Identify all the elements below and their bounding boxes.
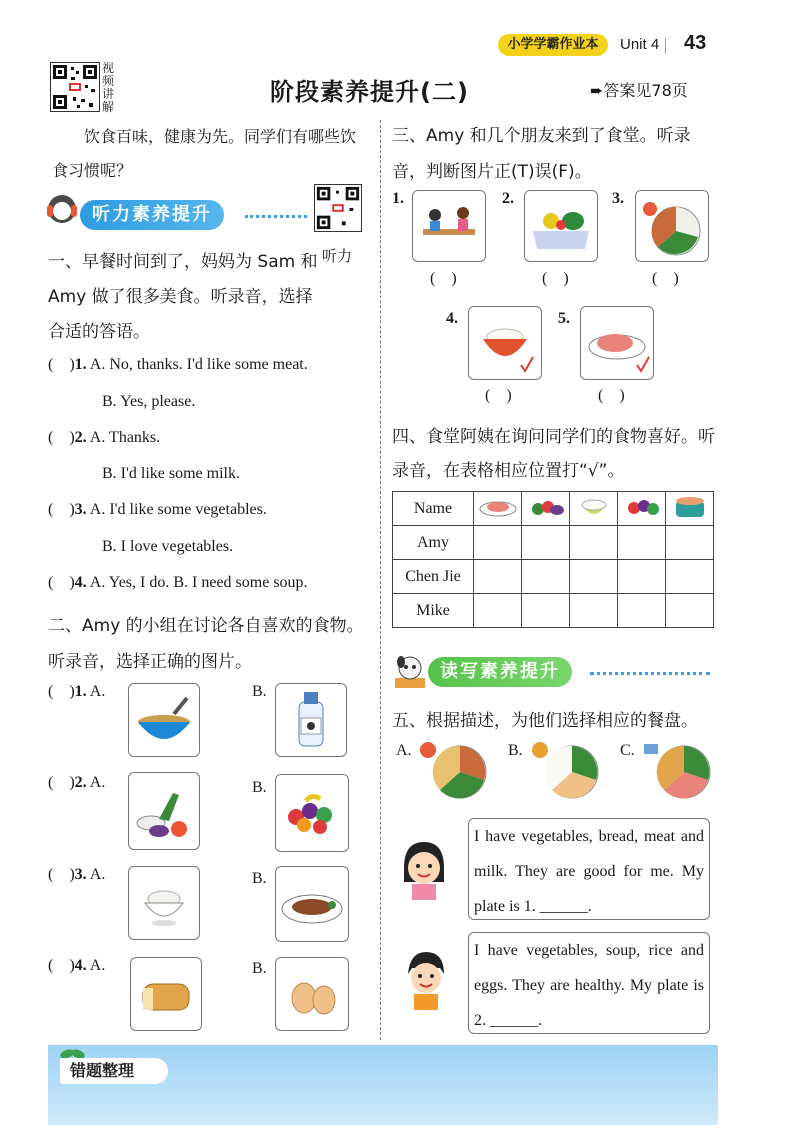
- plate-option-b-icon[interactable]: [528, 740, 606, 800]
- meal-plate-icon[interactable]: [635, 190, 709, 262]
- answer-blank[interactable]: ( ): [430, 270, 457, 287]
- milk-bottle-icon[interactable]: [275, 683, 347, 757]
- rice-bowl-icon[interactable]: [128, 866, 200, 940]
- headphones-icon: [48, 195, 68, 225]
- check-cell[interactable]: [666, 526, 714, 560]
- part2-item-2: ( )2. A.: [48, 774, 106, 791]
- part1-item-3-b: B. I love vegetables.: [102, 538, 234, 555]
- part2-item-3-b: B.: [252, 870, 267, 887]
- part5-instruction: 五、根据描述，为他们选择相应的餐盘。: [392, 711, 698, 731]
- part2-item-1-b: B.: [252, 683, 267, 700]
- listening-qr-caption: 听力: [322, 247, 353, 265]
- part1-item-4: ( )4. A. Yes, I do. B. I need some soup.: [48, 574, 308, 591]
- check-cell[interactable]: [666, 560, 714, 594]
- part2-item-3: ( )3. A.: [48, 866, 106, 883]
- girl-avatar: [398, 838, 450, 900]
- part3-num-1: 1.: [392, 190, 404, 207]
- part2-instruction: 二、Amy 的小组在讨论各自喜欢的食物。听录音，选择正确的图片。: [48, 616, 364, 672]
- part2-item-2-b: B.: [252, 779, 267, 796]
- food-fruit-icon: [618, 492, 666, 526]
- plate-option-b-label: B.: [508, 742, 523, 759]
- answer-blank[interactable]: ( ): [48, 957, 75, 974]
- part1-item-3: ( )3. A. I'd like some vegetables.: [48, 501, 267, 518]
- table-row: [393, 594, 714, 628]
- banner-dots: [245, 215, 307, 218]
- part1-item-1-b: B. Yes, please.: [102, 393, 196, 410]
- arrow-right-icon: ➨: [590, 81, 604, 100]
- answer-blank[interactable]: ( ): [542, 270, 569, 287]
- vegetables-icon[interactable]: [128, 772, 200, 850]
- answer-blank[interactable]: ( ): [48, 429, 75, 446]
- answer-blank[interactable]: ( ): [485, 387, 512, 404]
- check-cell[interactable]: [474, 560, 522, 594]
- check-cell[interactable]: [570, 594, 618, 628]
- part1-item-1: ( )1. A. No, thanks. I'd like some meat.: [48, 356, 308, 373]
- table-name-cell: Amy: [393, 526, 474, 560]
- answer-blank[interactable]: ( ): [598, 387, 625, 404]
- meat-plate-icon[interactable]: [580, 306, 654, 380]
- check-cell[interactable]: [474, 594, 522, 628]
- bread-icon[interactable]: [130, 957, 202, 1031]
- plate-option-c-icon[interactable]: [640, 740, 718, 800]
- check-cell[interactable]: [522, 594, 570, 628]
- fruit-table-icon[interactable]: [524, 190, 598, 262]
- answer-blank[interactable]: ( ): [48, 574, 75, 591]
- check-cell[interactable]: [522, 560, 570, 594]
- plate-option-a-label: A.: [396, 742, 412, 759]
- eggs-icon[interactable]: [275, 957, 349, 1031]
- fruit-icon[interactable]: [275, 774, 349, 852]
- check-cell[interactable]: [570, 526, 618, 560]
- part3-num-4: 4.: [446, 310, 458, 327]
- part2-item-4: ( )4. A.: [48, 957, 106, 974]
- speech-bubble-2: I have vegetables, soup, rice and eggs. They are healthy. My plate is 2. ______.: [468, 932, 710, 1034]
- page-title: 阶段素养提升(二): [270, 78, 469, 106]
- rice-bowl-icon[interactable]: [468, 306, 542, 380]
- part1-item-2: ( )2. A. Thanks.: [48, 429, 161, 446]
- part3-num-5: 5.: [558, 310, 570, 327]
- check-cell[interactable]: [474, 526, 522, 560]
- soup-bowl-icon[interactable]: [128, 683, 200, 757]
- answer-blank[interactable]: ( ): [48, 774, 75, 791]
- column-divider: [380, 120, 382, 1040]
- check-cell[interactable]: [570, 560, 618, 594]
- part2-item-4-b: B.: [252, 960, 267, 977]
- part1-item-2-b: B. I'd like some milk.: [102, 465, 240, 482]
- plate-option-c-label: C.: [620, 742, 635, 759]
- mistake-review-label: 错题整理: [60, 1058, 168, 1084]
- boy-avatar: [400, 948, 452, 1010]
- answer-reference: ➨答案见78页: [590, 81, 688, 100]
- mistake-review-area[interactable]: [48, 1045, 718, 1125]
- part3-num-3: 3.: [612, 190, 624, 207]
- page-number: 43: [684, 32, 707, 54]
- meat-plate-icon[interactable]: [275, 866, 349, 942]
- check-cell[interactable]: [618, 560, 666, 594]
- children-eating-icon[interactable]: [412, 190, 486, 262]
- table-header-row: [393, 492, 714, 526]
- check-cell[interactable]: [618, 526, 666, 560]
- answer-blank[interactable]: ( ): [48, 866, 75, 883]
- part4-instruction: 四、食堂阿姨在询问同学们的食物喜好。听录音，在表格相应位置打“√”。: [392, 427, 715, 481]
- listening-qr-code-icon[interactable]: [314, 184, 362, 232]
- brand-badge: 小学学霸作业本: [498, 34, 608, 56]
- reading-dog-icon: [393, 652, 427, 692]
- table-header-name: Name: [393, 492, 474, 526]
- answer-blank[interactable]: ( ): [48, 683, 75, 700]
- plate-option-a-icon[interactable]: [416, 740, 494, 800]
- qr-video-label: 视频讲解: [102, 61, 115, 114]
- part3-num-2: 2.: [502, 190, 514, 207]
- table-name-cell: Chen Jie: [393, 560, 474, 594]
- qr-code-icon[interactable]: [50, 62, 100, 112]
- food-preference-table: [392, 491, 714, 628]
- listening-section-banner: 听力素养提升: [80, 200, 224, 230]
- unit-label: Unit 4: [620, 36, 660, 53]
- banner-dots: [590, 672, 710, 675]
- food-rice-icon: [570, 492, 618, 526]
- check-cell[interactable]: [618, 594, 666, 628]
- answer-blank[interactable]: ( ): [48, 356, 75, 373]
- food-meat-icon: [474, 492, 522, 526]
- part1-instruction: 一、早餐时间到了，妈妈为 Sam 和 Amy 做了很多美食。听录音，选择合适的答语。: [48, 252, 318, 342]
- part3-instruction: 三、Amy 和几个朋友来到了食堂。听录音，判断图片正(T)误(F)。: [392, 126, 691, 182]
- reading-section-banner: 读写素养提升: [428, 657, 572, 687]
- check-cell[interactable]: [522, 526, 570, 560]
- header-separator: [665, 38, 666, 54]
- check-cell[interactable]: [666, 594, 714, 628]
- part2-item-1: ( )1. A.: [48, 683, 106, 700]
- speech-bubble-1: I have vegetables, bread, meat and milk. They are good for me. My plate is 1. ______.: [468, 818, 710, 920]
- answer-blank[interactable]: ( ): [652, 270, 679, 287]
- answer-blank[interactable]: ( ): [48, 501, 75, 518]
- intro-text: 饮食百味，健康为先。同学们有哪些饮食习惯呢？: [52, 127, 357, 180]
- table-name-cell: Mike: [393, 594, 474, 628]
- table-row: [393, 560, 714, 594]
- food-soup-pot-icon: [666, 492, 714, 526]
- table-row: [393, 526, 714, 560]
- food-vegetables-icon: [522, 492, 570, 526]
